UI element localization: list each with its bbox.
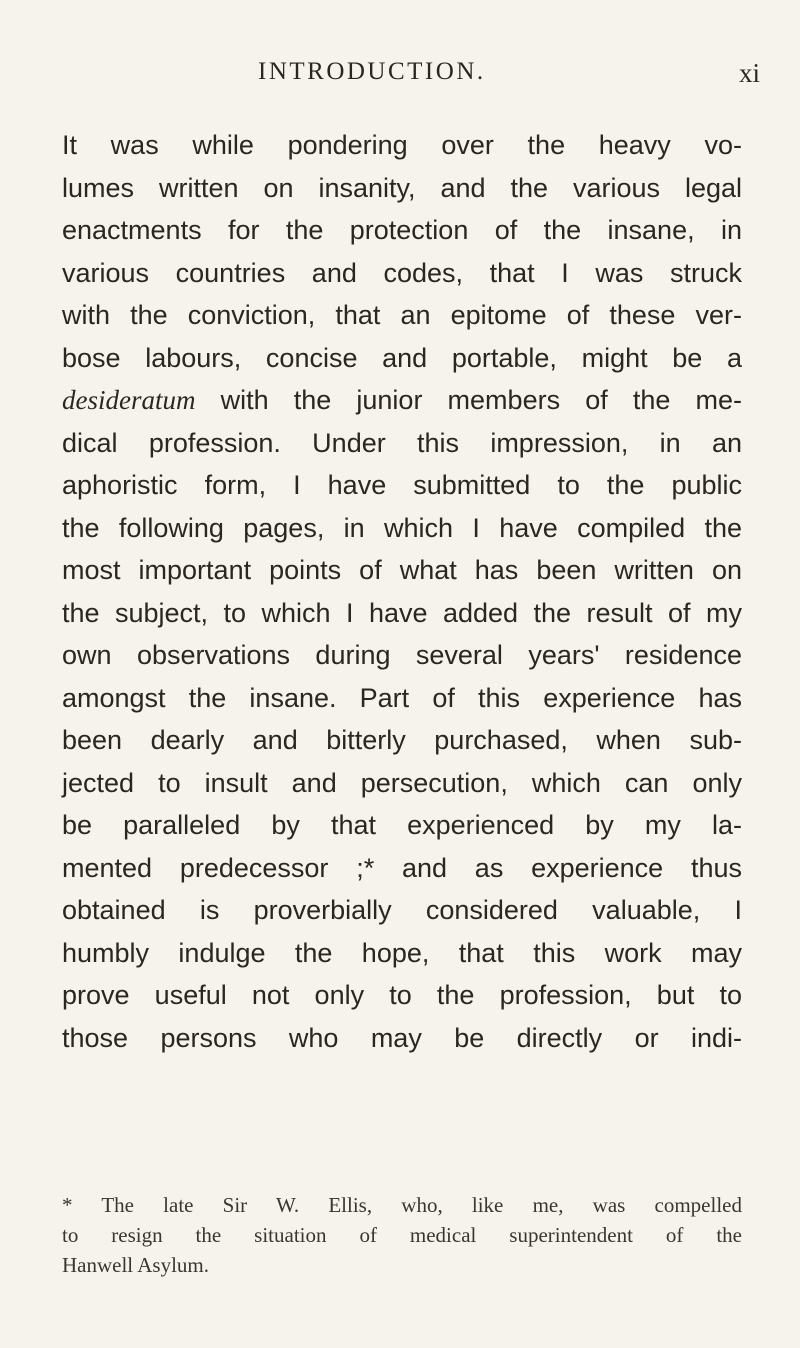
text-line: amongst the insane. Part of this experience has bbox=[62, 682, 742, 713]
text-line: prove useful not only to the profession, but to bbox=[62, 980, 742, 1010]
footnote bbox=[62, 1190, 742, 1280]
text-line: obtained is proverbially considered valuable, I bbox=[62, 895, 742, 925]
text-line: It was while pondering over the heavy vo- bbox=[62, 130, 742, 160]
text-line: dical profession. Under this impression, in an bbox=[62, 427, 742, 458]
text-line: be paralleled by that experienced by my la- bbox=[62, 810, 742, 840]
page-number: xi bbox=[738, 58, 760, 88]
text-line: bose labours, concise and portable, might be a bbox=[62, 342, 742, 373]
footnote-line: to resign the situation of medical superintendent of the bbox=[62, 1223, 742, 1247]
text-line: mented predecessor ;* and as experience thus bbox=[62, 852, 742, 883]
footnote-line: * The late Sir W. Ellis, who, like me, was compelled bbox=[62, 1193, 742, 1217]
text-line: enactments for the protection of the insane, in bbox=[62, 215, 742, 245]
text-line: own observations during several years' residence bbox=[62, 640, 742, 670]
text-line: aphoristic form, I have submitted to the public bbox=[62, 470, 742, 500]
text-line: with the conviction, that an epitome of these ver- bbox=[62, 300, 742, 330]
text-line: those persons who may be directly or indi- bbox=[62, 1022, 742, 1053]
text-line: the subject, to which I have added the result of my bbox=[62, 597, 742, 628]
text-line-rest: with the junior members of the me- bbox=[220, 385, 742, 415]
footnote-line: Hanwell Asylum. bbox=[62, 1253, 209, 1277]
text-line: the following pages, in which I have compiled the bbox=[62, 512, 742, 543]
running-title: INTRODUCTION. bbox=[258, 58, 486, 85]
italic-term: desideratum bbox=[62, 385, 196, 415]
text-line: been dearly and bitterly purchased, when sub- bbox=[62, 725, 742, 755]
text-line: lumes written on insanity, and the various legal bbox=[62, 172, 742, 203]
text-line: humbly indulge the hope, that this work may bbox=[62, 937, 742, 968]
text-line: most important points of what has been written on bbox=[62, 555, 742, 585]
text-line: various countries and codes, that I was struck bbox=[62, 257, 742, 288]
text-line: jected to insult and persecution, which can only bbox=[62, 767, 742, 798]
body-text bbox=[62, 124, 742, 1059]
text-line-with-italic bbox=[62, 379, 742, 422]
running-head bbox=[60, 58, 760, 98]
